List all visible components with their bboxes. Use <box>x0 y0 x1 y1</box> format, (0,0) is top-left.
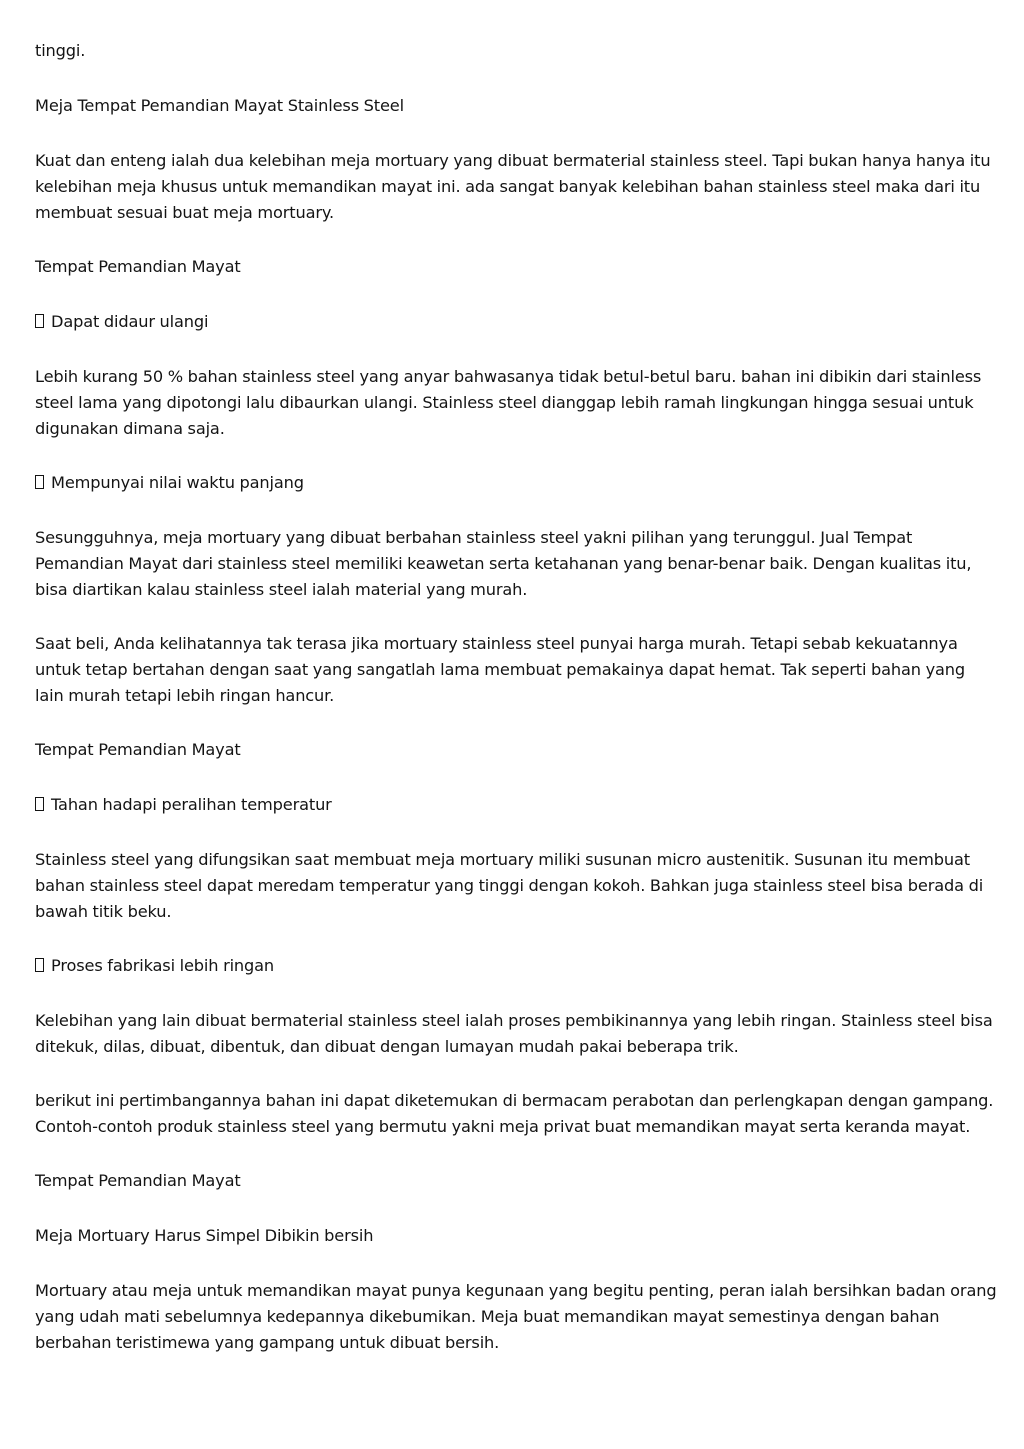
body-paragraph: berikut ini pertimbangannya bahan ini dapat diketemukan di bermacam perabotan dan perlengkapan dengan gampang. Contoh-contoh produk stainless steel yang bermutu yakni meja privat buat memandikan mayat serta keranda mayat. <box>35 1091 994 1136</box>
body-paragraph: Lebih kurang 50 % bahan stainless steel yang anyar bahwasanya tidak betul-betul baru. bahan ini dibikin dari stainless steel lama yang dipotongi lalu dibaurkan ulangi. Stainless steel dianggap lebih ramah lingkungan hingga sesuai untuk digunakan dimana saja. <box>35 367 982 438</box>
bullet-item-label: Tahan hadapi peralihan temperatur <box>51 795 332 814</box>
missing-glyph-box-icon <box>35 958 44 972</box>
bullet-item <box>35 792 998 818</box>
bullet-item-label: Mempunyai nilai waktu panjang <box>51 473 304 492</box>
text-fragment: tinggi. <box>35 41 86 60</box>
bullet-item <box>35 470 998 496</box>
bullet-item-label: Proses fabrikasi lebih ringan <box>51 956 275 975</box>
bullet-item <box>35 309 998 335</box>
missing-glyph-box-icon <box>35 475 44 489</box>
bullet-item-label: Dapat didaur ulangi <box>51 312 209 331</box>
body-paragraph: Kuat dan enteng ialah dua kelebihan meja mortuary yang dibuat bermaterial stainless steel. Tapi bukan hanya hanya itu kelebihan meja khusus untuk memandikan mayat ini. ada sangat banyak kelebihan bahan stainless steel maka dari itu membuat sesuai buat meja mortuary. <box>35 151 991 222</box>
section-heading: Tempat Pemandian Mayat <box>35 1171 241 1190</box>
body-paragraph: Mortuary atau meja untuk memandikan mayat punya kegunaan yang begitu penting, peran ialah bersihkan badan orang yang udah mati sebelumnya kedepannya dikebumikan. Meja buat memandikan mayat semestinya dengan bahan berbahan teristimewa yang gampang untuk dibuat bersih. <box>35 1281 997 1352</box>
bullet-item <box>35 953 998 979</box>
section-heading: Meja Mortuary Harus Simpel Dibikin bersih <box>35 1226 374 1245</box>
section-heading: Meja Tempat Pemandian Mayat Stainless Steel <box>35 96 404 115</box>
body-paragraph: Kelebihan yang lain dibuat bermaterial stainless steel ialah proses pembikinannya yang lebih ringan. Stainless steel bisa ditekuk, dilas, dibuat, dibentuk, dan dibuat dengan lumayan mudah pakai beberapa trik. <box>35 1011 993 1056</box>
section-heading: Tempat Pemandian Mayat <box>35 740 241 759</box>
section-heading: Tempat Pemandian Mayat <box>35 257 241 276</box>
missing-glyph-box-icon <box>35 797 44 811</box>
body-paragraph: Sesungguhnya, meja mortuary yang dibuat berbahan stainless steel yakni pilihan yang terunggul. Jual Tempat Pemandian Mayat dari stainless steel memiliki keawetan serta ketahanan yang benar-benar baik. Dengan kualitas itu, bisa diartikan kalau stainless steel ialah material yang murah. <box>35 528 972 599</box>
missing-glyph-box-icon <box>35 314 44 328</box>
body-paragraph: Saat beli, Anda kelihatannya tak terasa jika mortuary stainless steel punyai harga murah. Tetapi sebab kekuatannya untuk tetap bertahan dengan saat yang sangatlah lama membuat pemakainya dapat hemat. Tak seperti bahan yang lain murah tetapi lebih ringan hancur. <box>35 634 966 705</box>
body-paragraph: Stainless steel yang difungsikan saat membuat meja mortuary miliki susunan micro austenitik. Susunan itu membuat bahan stainless steel dapat meredam temperatur yang tinggi dengan kokoh. Bahkan juga stainless steel bisa berada di bawah titik beku. <box>35 850 984 921</box>
